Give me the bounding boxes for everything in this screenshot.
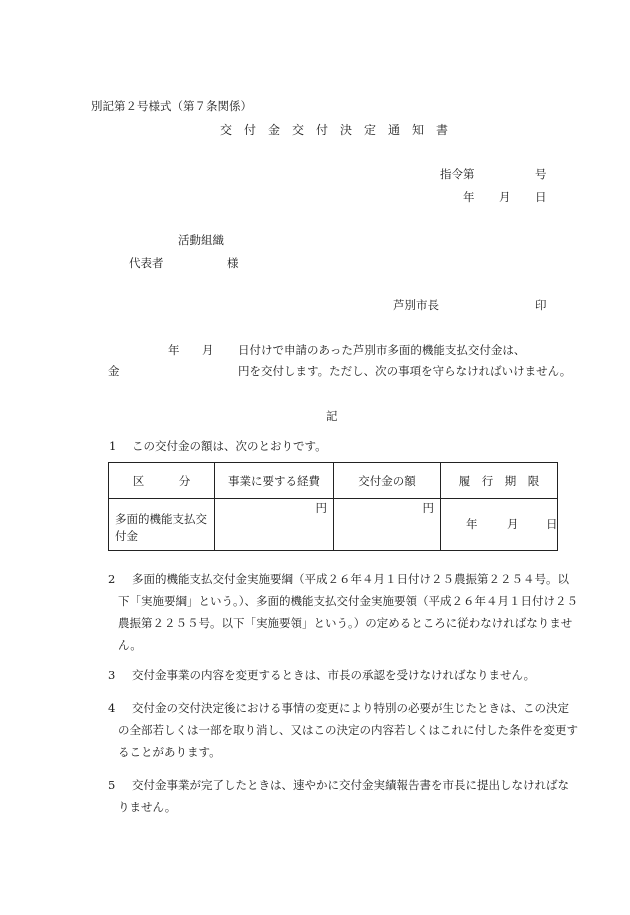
item-text-2: 多面的機能支払交付金実施要綱（平成２６年４月１日付け２５農振第２２５４号。以下「実施要綱」という。）、多面的機能支払交付金実施要領（平成２６年４月１日付け２５農振第２２５５号。以下「実施要領」という。）の定めるところに従わなければなりません。 — [118, 572, 578, 652]
header-period: 履 行 期 限 — [441, 463, 558, 499]
grant-table — [108, 462, 558, 551]
issuer-seal: 印 — [535, 298, 547, 312]
addressee-organization: 活動組織 — [178, 233, 224, 247]
item-text-1: この交付金の額は、次のとおりです。 — [132, 439, 327, 453]
body-line1: 日付けで申請のあった芦別市多面的機能支払交付金は、 — [238, 343, 526, 357]
row-grant-unit: 円 — [422, 501, 434, 515]
body-year: 年 — [168, 343, 180, 357]
item-text-3: 交付金事業の内容を変更するときは、市長の承認を受けなければなりません。 — [132, 668, 536, 682]
row-category: 多面的機能支払交付金 — [115, 512, 207, 543]
item-number-5: 5 — [108, 778, 116, 792]
header-cost: 事業に要する経費 — [215, 463, 334, 499]
date-month: 月 — [499, 190, 511, 204]
item-number-4: 4 — [108, 701, 116, 715]
body-month: 月 — [202, 343, 214, 357]
item-number-3: 3 — [108, 668, 116, 682]
row-grant-cell — [334, 499, 441, 551]
item-text-5: 交付金事業が完了したときは、速やかに交付金実績報告書を市長に提出しなければなりません。 — [118, 778, 569, 814]
item-number-1: 1 — [109, 439, 117, 453]
reference-suffix: 号 — [535, 167, 547, 181]
form-number: 別記第２号様式（第７条関係） — [91, 99, 252, 113]
item-number-2: 2 — [108, 572, 116, 586]
date-year: 年 — [463, 190, 475, 204]
reference-label: 指令第 — [440, 167, 475, 181]
row-cost-unit: 円 — [315, 501, 327, 515]
addressee-representative: 代表者 — [129, 256, 164, 270]
body-line2: 円を交付します。ただし、次の事項を守らなければいけません。 — [238, 364, 572, 378]
addressee-honorific: 様 — [227, 256, 239, 270]
ki-heading: 記 — [326, 409, 338, 423]
row-period-day: 日 — [546, 517, 558, 531]
row-cost-cell — [215, 499, 334, 551]
header-grant: 交付金の額 — [334, 463, 441, 499]
date-day: 日 — [535, 190, 547, 204]
row-category-cell — [109, 499, 215, 551]
item-text-4: 交付金の交付決定後における事情の変更により特別の必要が生じたときは、この決定の全部若しくは一部を取り消し、又はこの決定の内容若しくはこれに付した条件を変更することがあります。 — [118, 701, 578, 759]
row-period-year: 年 — [466, 517, 478, 531]
row-period-cell — [441, 499, 558, 551]
row-period-month: 月 — [507, 517, 519, 531]
issuer-title: 芦別市長 — [393, 298, 439, 312]
header-category: 区 分 — [109, 463, 215, 499]
document-title: 交 付 金 交 付 決 定 通 知 書 — [220, 123, 449, 137]
body-kin: 金 — [108, 364, 120, 378]
